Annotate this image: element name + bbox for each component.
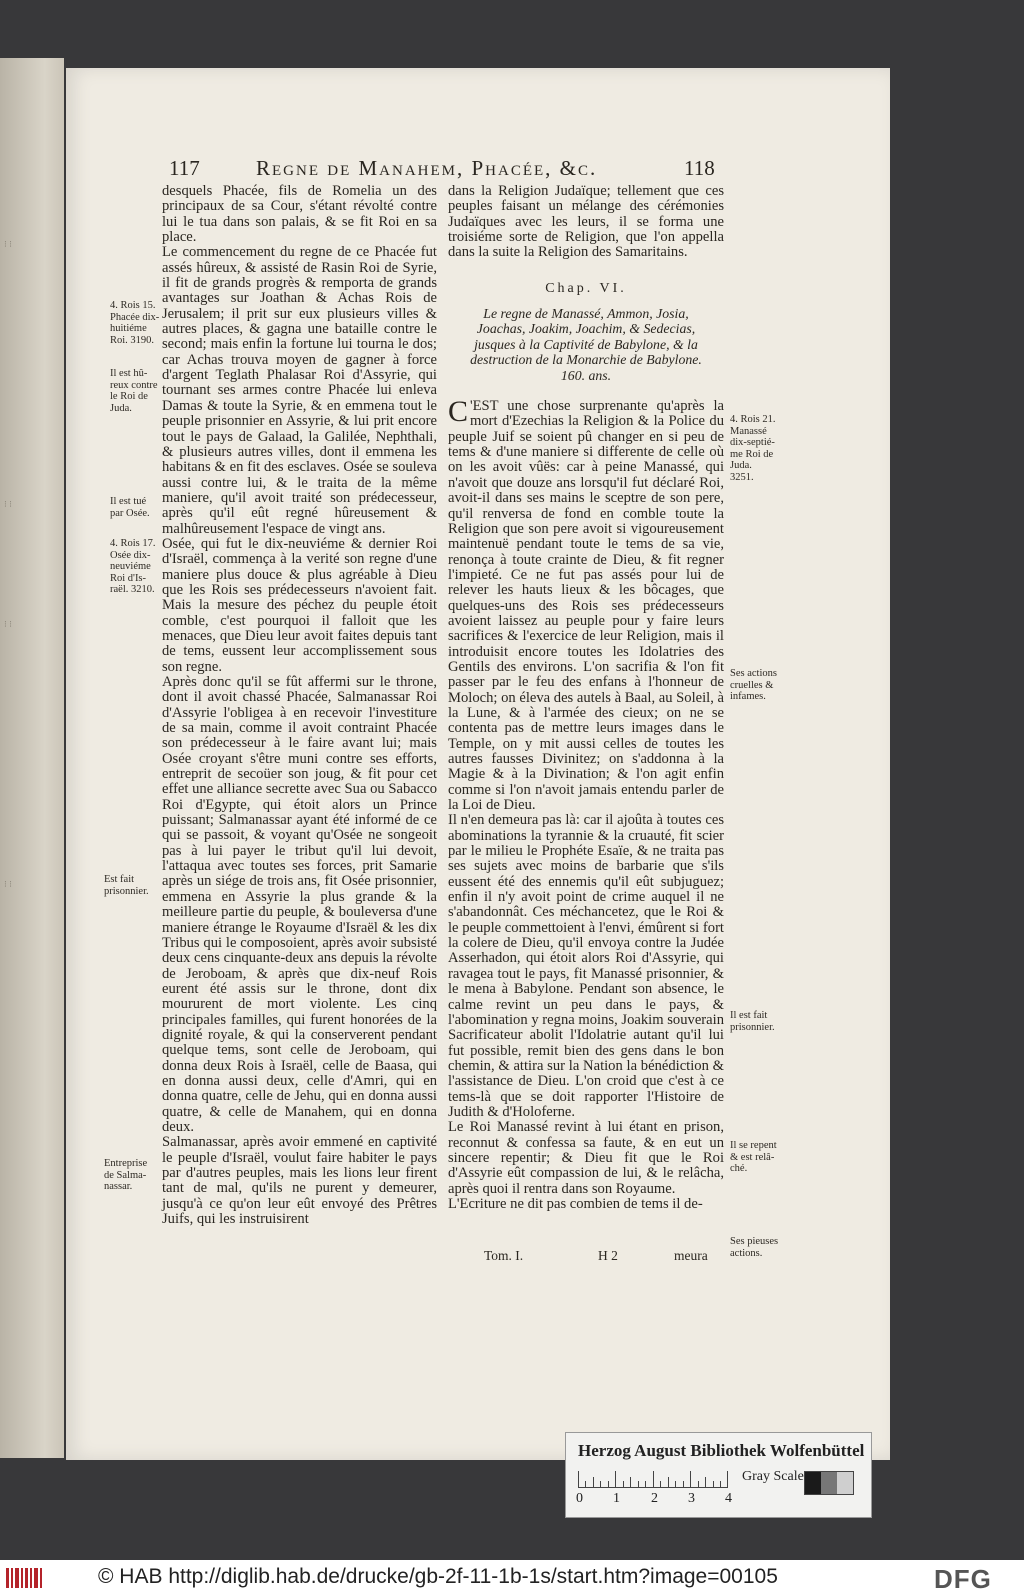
gray-swatch [805, 1472, 821, 1494]
viewer-footer-bar [0, 1560, 1024, 1596]
page-number-left: 117 [169, 156, 200, 180]
scale-number: 4 [725, 1491, 732, 1506]
margin-note-right: Ses pieuses actions. [730, 1236, 779, 1259]
institution-panel [565, 1432, 872, 1518]
chapter-heading: Chap. VI. [545, 280, 627, 296]
margin-note-left: 4. Rois 15. Phacée dix- huitiéme Roi. 3190. [110, 300, 160, 346]
margin-note-left: 4. Rois 17. Osée dix- neuviéme Roi d'Is- raël. 3210. [110, 538, 156, 595]
source-url-link[interactable]: © HAB http://diglib.hab.de/drucke/gb-2f-11-1b-1s/start.htm?image=00105 [98, 1565, 778, 1588]
running-header [66, 156, 890, 186]
left-text-column: desquels Phacée, fils de Romelia un des principaux de sa Cour, s'étant révolté contre lui le tua dans son palais, & se fit Roi en sa place. Le commencement du regne de ce Phacée fut assés hûreux, & assisté de Rasin Roi de Syrie, il fit de grands progrès & remporta de grands avantages sur Joathan & Achas Rois de Jerusalem; il prit sur eux plusieurs villes & autres places, & gagna une bataille contre le second; mais enfin la fortune lui tourna le dos; car Achas trouva moyen de gagner à force d'argent Teglath Phalasar Roi d'Assyrie, qui tournant ses armes contre Phacée lui enleva Damas & toute la Syrie, & en emmena tout le peuple prisonnier en Assyrie, & lui prit encore tout le pays de Galaad, la Galilée, Nephthali, & plusieurs autres villes, dont il emmena les habitans & en fit des esclaves. Osée se souleva aussi contre lui, & le traita de la même maniere, qu'il avoit traité son prédecesseur, après qu'il eût regné hûreusement & malhûreusement l'espace de vingt ans. Osée, qui fut le dix-neuviéme & dernier Roi d'Israël, commença à la verité son regne d'une maniere plus douce & plus agréable à Dieu que les Rois ses prédecesseurs n'avoient fait. Mais la mesure des péchez du peuple étoit comble, c'est pourquoi il falloit que les menaces, que Dieu leur avoit faites depuis tant de tems, eussent leur accomplissement sous son regne. Après donc qu'il se fût affermi sur le throne, dont il avoit chassé Phacée, Salmanassar Roi d'Assyrie l'obligea à en recevoir l'investiture de sa main, comme il avoit contraint Phacée son prédecesseur à le faire avant lui; mais Osée croyant s'être muni contre ses efforts, entreprit de secoüer son joug, & fit pour cet effet une alliance secrette avec Sua ou Sabacco Roi d'Egypte, qui étoit alors un Prince puissant; Salmanassar ayant été informé de ce qui se passoit, & voyant qu'Osée ne songeoit pas à lui payer le tribut qu'il lui devoit, l'attaqua avec toutes ses forces, prit Samarie après un siége de trois ans, fit Osée prisonnier, emmena en Assyrie la plus grande & la meilleure partie du peuple, & bouleversa d'une maniere étrange le Royaume d'Israël & les dix Tribus qui le composoient, après avoir subsisté deux cens cinquante-deux ans depuis la révolte de Jeroboam, & après que dix-neuf Rois eurent été assis sur le throne, dont dix moururent de mort violente. Les cinq principales familles, qui furent honorées de la dignité royale, & qui la conserverent pendant quelque tems, sont celle de Jeroboam, qui donna deux Rois à Israël, celle de Baasa, qui en donna aussi deux, celle d'Amri, qui en donna quatre, celle de Jehu, qui en donna aussi quatre, & celle de Manahem, qui en donna deux. Salmanassar, après avoir emmené en captivité le peuple d'Israël, voulut faire habiter le pays par d'autres peuples, mais les lions leur firent tant de mal, qu'ils ne purent y demeurer, jusqu'à ce qu'on leur eût envoyé des Prêtres Juifs, qui les instruisirent [162, 183, 437, 1228]
scale-number: 2 [651, 1491, 658, 1506]
drop-initial: C [448, 395, 469, 429]
facing-page-edge: ⁝ ⁝ ⁝ ⁝ ⁝ ⁝ ⁝ ⁝ [0, 58, 64, 1458]
margin-note-left: Il est hû- reux contre le Roi de Juda. [110, 368, 158, 414]
margin-note-right: 4. Rois 21. Manassé dix-septié- me Roi de Juda. 3251. [730, 414, 776, 483]
margin-note-left: Entreprise de Salma- nassar. [104, 1158, 148, 1192]
right-text-column [448, 184, 724, 1212]
institution-name: Herzog August Bibliothek Wolfenbüttel [578, 1441, 865, 1460]
right-column-top-text: dans la Religion Judaïque; tellement que ces peuples faisant un mélange des cérémonies Judaïques avec les leurs, il se forma une troisiéme sorte de Religion, que l'on appella dans la suite la Religion des Samaritains. [448, 183, 724, 261]
volume-mark: Tom. I. [484, 1248, 524, 1263]
page-number-right: 118 [684, 156, 715, 180]
running-title: Regne de Manahem, Phacée, &c. [256, 156, 598, 180]
scale-number: 1 [613, 1491, 620, 1506]
gray-scale-label: Gray Scale [742, 1469, 804, 1484]
scale-number: 0 [576, 1491, 583, 1506]
chapter-body [448, 395, 724, 1212]
margin-note-right: Il se repent & est relâ- ché. [730, 1140, 777, 1174]
margin-note-left: Est fait prisonnier. [104, 874, 149, 897]
catchword: meura [674, 1248, 708, 1263]
margin-note-right: Ses actions cruelles & infames. [730, 668, 777, 702]
chapter-summary: Le regne de Manassé, Ammon, Josia, Joachas, Joakim, Joachim, & Sedecias, jusques à la Captivité de Babylone, & la destruction de la Monarchie de Babylone. 160. ans. [470, 306, 702, 383]
scale-number: 3 [688, 1491, 695, 1506]
gray-swatch [837, 1472, 853, 1494]
dfg-logo: DFG [934, 1564, 992, 1594]
gray-scale-swatches [804, 1471, 854, 1495]
gray-swatch [821, 1472, 837, 1494]
book-page [66, 68, 890, 1460]
signature-mark: H 2 [598, 1248, 618, 1263]
chapter-body-text: 'EST une chose surprenante qu'après la mort d'Ezechias la Religion & la Police du peuple Juif se soient pû changer en si peu de tems & d'une maniere si differente de celle où on les avoit vûës: car à peine Manassé, qui n'avoit que douze ans lorsqu'il fut déclaré Roi, avoit-il dans ses mains le sceptre de son pere, qu'il renversa de fond en comble toute la Religion que son pere avoit si vigoureusement maintenuë pendant toute le tems de sa vie, renonça à toute crainte de Dieu, & fit regner l'impieté. Ce ne fut pas assés pour lui de relever les hauts lieux & les bôcages, que quelques-uns des Rois ses prédecesseurs avoient laissez au peuple pour y faire leurs sacrifices & l'exercice de leur Religion, mais il introduisit encore toutes les Idolatries des Gentils des environs. L'on sacrifia & l'on fit passer par le feu des enfans à l'honneur de Moloch; on éleva des autels à Baal, au Soleil, à la Lune, & à l'armée des cieux; on ne se contenta pas de mettre leurs images dans le Temple, on y mit aussi celles de toutes les autres fausses Divinitez; on s'addonna à la Magie & à la Divination; & l'on agit enfin comme si l'on n'avoit jamais entendu parler de la Loi de Dieu. Il n'en demeura pas là: car il ajoûta à toutes ces abominations la tyrannie & la cruauté, fit scier par le milieu le Prophéte Esaïe, & ne traita pas ses sujets avec moins de barbarie que s'ils eussent été des ennemis qu'il eût subjuguez; enfin il n'y avoit point de crime auquel il ne s'abandonnât. Ces méchancetez, que le Roi & le peuple commettoient à l'envi, émûrent si fort la colere de Dieu, qu'il envoya contre la Judée Asserhadon, qui étoit alors Roi d'Assyrie, qui ravagea tout le pays, fit Manassé prisonnier, & le mena à Babylone. Pendant son absence, le calme revint un peu dans le pays, & l'abomination y regna moins, Joakim souverain Sacrificateur abolit l'Idolatrie autant qu'il lui fut possible, remit bien des gens dans le bon chemin, & attira sur la Nation la bénédiction & l'assistance de Dieu. L'on croid que c'est à ce tems-là que se doit rapporter l'Histoire de Judith & d'Holoferne. Le Roi Manassé revint à lui étant en prison, reconnut & confessa sa faute, & en eut un sincere repentir; & Dieu fit que le Roi d'Assyrie eût compassion de lui, & le relâcha, après quoi il rentra dans son Royaume. L'Ecriture ne dit pas combien de tems il de- [448, 398, 724, 1212]
scale-ruler [578, 1471, 728, 1488]
margin-note-left: Il est tué par Osée. [110, 496, 150, 519]
barcode-logo-icon [6, 1566, 46, 1590]
margin-note-right: Il est fait prisonnier. [730, 1010, 775, 1033]
